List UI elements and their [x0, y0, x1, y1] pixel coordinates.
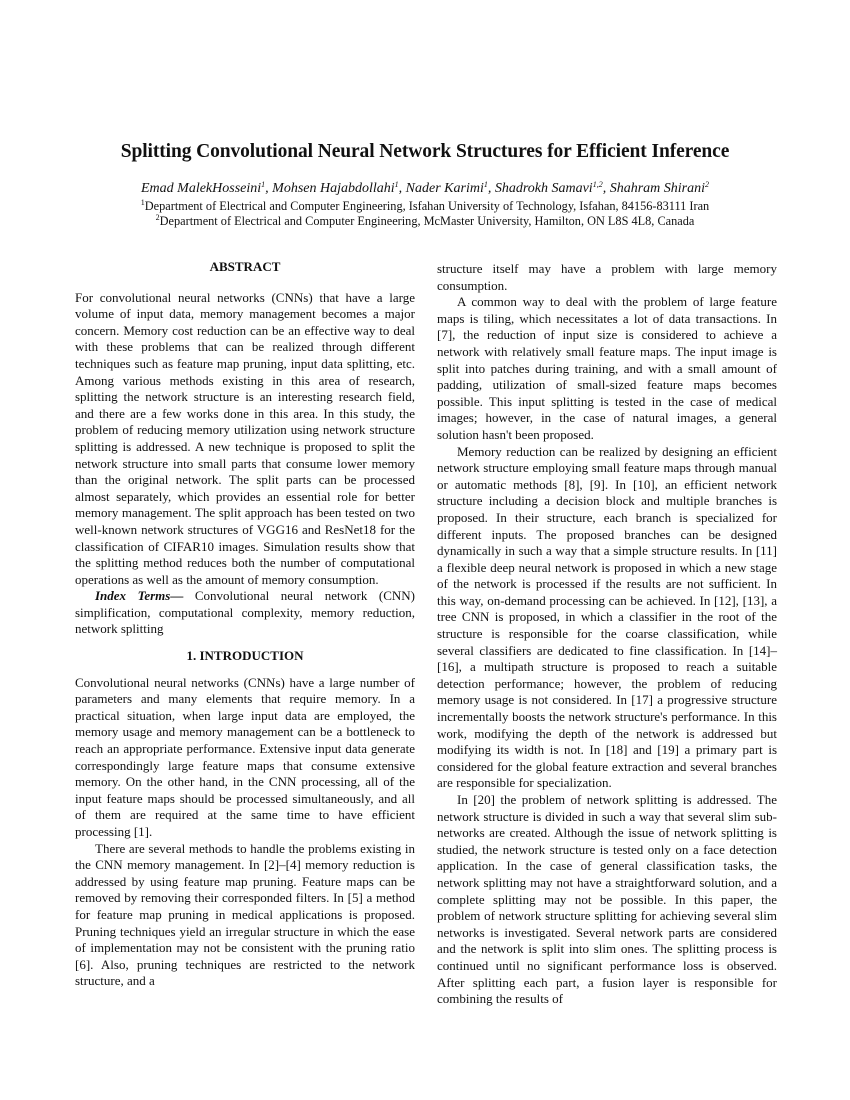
author-affil-mark: 1,2 [592, 180, 603, 189]
affiliation-mark: 1 [140, 198, 145, 207]
author-name: Nader Karimi [405, 181, 484, 196]
intro-paragraph-5: In [20] the problem of network splitting is addressed. The network structure is divided in such a way that several slim sub-networks are created. Although the issue of network splitting is studied, the network structure is tested only on a face detection application. In the case of general classification tasks, the network splitting may not have a straightforward solution, and a complete splitting may not be possible. In this paper, the problem of network structure splitting for achieving several slim networks is investigated. Several network parts are considered and the network is split into slim ones. The splitting process is continued until no significant performance loss is observed. After splitting each part, a fusion layer is responsible for combining the results of [437, 792, 777, 1007]
author-affil-mark: 1 [394, 180, 399, 189]
intro-heading: 1. INTRODUCTION [186, 648, 304, 664]
affiliation-2 [0, 214, 850, 229]
author-separator: , [487, 181, 495, 196]
author-name: Shadrokh Samavi [494, 181, 593, 196]
author-affil-mark: 1 [261, 180, 266, 189]
author-separator: , [602, 181, 610, 196]
abstract-text: For convolutional neural networks (CNNs) that have a large volume of input data, memory management becomes a major concern. Memory cost reduction can be an effective way to deal with these problems that can be realized through different techniques such as feature map pruning, input data splitting, etc. Among various methods existing in this area of research, splitting the network structure is an interesting research field, and there are a few works done in this area. In this study, the problem of reducing memory utilization using network structure splitting is addressed. A new technique is proposed to split the network structure into small parts that consume lower memory than the original network. The split parts can be processed almost separately, which provides an essential role for better memory management. The split approach has been tested on two well-known network structures of VGG16 and ResNet18 for the classification of CIFAR10 images. Simulation results show that the splitting method reduces both the number of computational operations as well as the amount of memory consumption. [75, 289, 415, 587]
author-name: Mohsen Hajabdollahi [272, 181, 395, 196]
right-column [437, 261, 777, 1008]
affiliation-mark: 2 [155, 213, 160, 222]
affiliation-text: Department of Electrical and Computer Engineering, Isfahan University of Technology, Isfahan, 84156-83111 Iran [144, 199, 710, 213]
index-terms-label: Index Terms— [95, 588, 184, 604]
intro-paragraph-1: Convolutional neural networks (CNNs) have a large number of parameters and many elements that require memory. In a practical situation, when large input data are employed, the memory usage and memory management can be a bottleneck to reach an appropriate performance. Extensive input data generate correspondingly large feature maps that consume extensive memory. On the other hand, in the CNN processing, all of the input feature maps should be processed simultaneously, and all of them are required at the same time to have efficient processing [1]. [75, 674, 415, 839]
affiliation-1 [0, 199, 850, 214]
intro-paragraph-4: Memory reduction can be realized by designing an efficient network structure employing small feature maps through manual or automatic methods [8], [9]. In [10], an efficient network structure including a decision block and multiple branches is proposed. In their structure, each branch is specialized for different inputs. The proposed branches can be designed dynamically in such a way that a simple structure results. In [11] a flexible deep neural network is proposed in which a new stage of the network is processed if the results are not sufficient. In this way, on-demand processing can be achieved. In [12], [13], a tree CNN is proposed, in which a classifier in the root of the structure is responsible for the coarse classification, while several classifiers are dedicated to fine classification. In [14]–[16], a multipath structure is proposed to reach a suitable detection performance; however, the problem of reducing memory usage is not considered. In [17] a progressive structure incrementally boosts the network structure's performance. In this work, modifying the depth of the network is addressed but modifying its width is not. In [18] and [19] a primary part is considered for the global feature extraction and several branches are responsible for specialization. [437, 443, 777, 791]
index-terms [75, 588, 415, 638]
author-affil-mark: 2 [705, 180, 709, 189]
author-name: Emad MalekHosseini [141, 181, 262, 196]
author-name: Shahram Shirani [609, 181, 705, 196]
paper-title: Splitting Convolutional Neural Network Structures for Efficient Inference [120, 141, 730, 162]
intro-paragraph-3: A common way to deal with the problem of large feature maps is tiling, which necessitates a lot of data transactions. In [7], the reduction of input size is considered to achieve a network with relatively small feature maps. The input image is split into patches during training, and with a small amount of padding, utilization of small-sized feature maps becomes possible. This input splitting is tested in the case of medical images; however, in the case of natural images, a general solution hasn't been proposed. [437, 294, 777, 442]
author-affil-mark: 1 [483, 180, 488, 189]
author-separator: , [265, 181, 273, 196]
affiliation-text: Department of Electrical and Computer Engineering, McMaster University, Hamilton, ON L8S 4L8, Canada [159, 214, 695, 228]
intro-paragraph-2-continued: structure itself may have a problem with large memory consumption. [437, 261, 777, 293]
intro-paragraph-2: There are several methods to handle the problems existing in the CNN memory management. In [2]–[4] memory reduction is addressed by using feature map pruning. Feature maps can be removed by removing their corresponded filters. In [5] a method for feature map pruning in medical applications is proposed. Pruning techniques yield an irregular structure in which the ease of implementation may not be consistent with the pruning ratio [6]. Also, pruning techniques are restricted to the network structure, and a [75, 840, 415, 989]
abstract-heading: ABSTRACT [209, 259, 281, 274]
left-column [75, 259, 415, 990]
index-terms-text: Convolutional neural network (CNN) simplification, computational complexity, memory reduction, network splitting [75, 588, 416, 637]
author-list [0, 181, 850, 197]
author-separator: , [398, 181, 406, 196]
